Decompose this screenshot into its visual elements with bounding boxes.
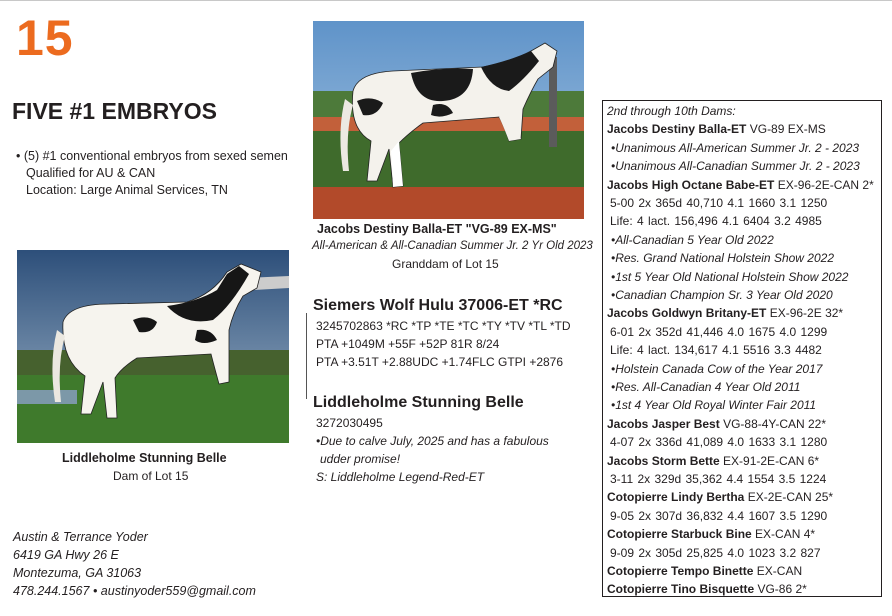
pedigree-dam-classification: EX-2E-CAN 25* [744, 490, 834, 505]
top-rule [0, 0, 892, 1]
pedigree-dam-name: Cotopierre Tempo Binette [607, 564, 754, 578]
pedigree-dam-line [607, 304, 843, 322]
sire-ids: 3245702863 *RC *TP *TE *TC *TY *TV *TL *TD [316, 319, 571, 333]
pedigree-dam-name: Cotopierre Lindy Bertha [607, 490, 745, 505]
pedigree-dam-classification: VG-88-4Y-CAN 22* [719, 416, 827, 431]
pedigree-dam-classification: EX-96-2E 32* [766, 306, 844, 321]
pedigree-heading: 2nd through 10th Dams: [607, 104, 736, 118]
pedigree-award: •Unanimous All-Canadian Summer Jr. 2 - 2023 [611, 159, 860, 174]
lot-details [16, 148, 306, 199]
pedigree-record: 9-05 2x 307d 36,832 4.4 1607 3.5 1290 [610, 508, 828, 523]
lot-detail-embryos: • (5) #1 conventional embryos from sexed semen [16, 149, 288, 163]
pedigree-award: •Res. All-Canadian 4 Year Old 2011 [611, 380, 801, 394]
granddam-award: All-American & All-Canadian Summer Jr. 2 Yr Old 2023 [312, 240, 593, 252]
pedigree-dam-name: Cotopierre Starbuck Bine [607, 527, 752, 542]
dam-registration: 3272030495 [316, 416, 383, 430]
granddam-photo [313, 21, 584, 219]
pedigree-dam-line [607, 452, 819, 470]
pedigree-dam-classification: EX-CAN 4* [751, 527, 816, 542]
pedigree-dam-name: Jacobs Destiny Balla-ET [607, 122, 747, 137]
dam-note-2: udder promise! [320, 452, 401, 466]
pedigree-dam-name: Jacobs Jasper Best [607, 416, 720, 431]
consignor-street: 6419 GA Hwy 26 E [13, 548, 119, 562]
pedigree-record: 4-07 2x 336d 41,089 4.0 1633 3.1 1280 [610, 435, 828, 450]
pedigree-dam-line [607, 120, 826, 138]
pedigree-dam-name: Cotopierre Tino Bisquette [607, 582, 755, 597]
pedigree-record: 3-11 2x 329d 35,362 4.4 1554 3.5 1224 [610, 472, 827, 486]
pedigree-dam-line [607, 176, 874, 194]
pedigree-record: 5-00 2x 365d 40,710 4.1 1660 3.1 1250 [610, 196, 828, 210]
dam-photo-relation: Dam of Lot 15 [113, 469, 189, 483]
pedigree-dam-name: Jacobs Goldwyn Britany-ET [607, 306, 767, 321]
pedigree-dam-line [607, 488, 833, 506]
pedigree-dam-line [607, 415, 826, 433]
pedigree-record: 6-01 2x 352d 41,446 4.0 1675 4.0 1299 [610, 324, 828, 339]
pedigree-award: •Res. Grand National Holstein Show 2022 [611, 251, 834, 266]
consignor-city: Montezuma, GA 31063 [13, 566, 142, 580]
consignor-name: Austin & Terrance Yoder [13, 530, 148, 544]
pedigree-record: Life: 4 lact. 134,617 4.1 5516 3.3 4482 [610, 343, 822, 358]
granddam-name: Jacobs Destiny Balla-ET "VG-89 EX-MS" [317, 222, 557, 236]
lot-detail-qualified: Qualified for AU & CAN [26, 166, 156, 180]
pedigree-award: •1st 5 Year Old National Holstein Show 2022 [611, 269, 849, 284]
sire-divider [306, 313, 307, 399]
pedigree-award: •1st 4 Year Old Royal Winter Fair 2011 [611, 398, 817, 413]
lot-detail-location: Location: Large Animal Services, TN [26, 183, 228, 197]
pedigree-record: Life: 4 lact. 156,496 4.1 6404 3.2 4985 [610, 214, 822, 229]
lot-headline: FIVE #1 EMBRYOS [12, 98, 217, 124]
sire-name: Siemers Wolf Hulu 37006-ET *RC [313, 297, 563, 314]
pedigree-dam-line [607, 562, 802, 580]
sire-pta-type: PTA +3.51T +2.88UDC +1.74FLC GTPI +2876 [316, 355, 564, 369]
pedigree-dam-classification: EX-91-2E-CAN 6* [719, 453, 820, 468]
pedigree-dam-classification: EX-96-2E-CAN 2* [774, 177, 874, 192]
pedigree-award: •Canadian Champion Sr. 3 Year Old 2020 [611, 288, 833, 302]
pedigree-record: 9-09 2x 305d 25,825 4.0 1023 3.2 827 [610, 545, 821, 560]
pedigree-dam-name: Jacobs High Octane Babe-ET [607, 177, 775, 192]
pedigree-box [602, 100, 882, 597]
pedigree-award: •All-Canadian 5 Year Old 2022 [611, 232, 774, 247]
pedigree-dam-name: Jacobs Storm Bette [607, 453, 720, 468]
lot-number: 15 [16, 10, 74, 66]
pedigree-dam-classification: VG-89 EX-MS [746, 122, 826, 137]
granddam-relation: Granddam of Lot 15 [392, 257, 499, 271]
dam-photo-name: Liddleholme Stunning Belle [62, 451, 227, 465]
pedigree-dam-classification: VG-86 2* [754, 582, 807, 597]
pedigree-award: •Unanimous All-American Summer Jr. 2 - 2023 [611, 140, 860, 155]
dam-note-1: •Due to calve July, 2025 and has a fabulous [316, 434, 549, 448]
sire-pta-production: PTA +1049M +55F +52P 81R 8/24 [316, 337, 500, 351]
consignor-phone-email: 478.244.1567 • austinyoder559@gmail.com [13, 584, 256, 598]
pedigree-dam-line [607, 525, 815, 543]
dam-photo [17, 250, 289, 443]
pedigree-award: •Holstein Canada Cow of the Year 2017 [611, 361, 823, 376]
pedigree-dam-line [607, 580, 807, 598]
dam-sire: S: Liddleholme Legend-Red-ET [316, 470, 485, 484]
dam-name: Liddleholme Stunning Belle [313, 394, 524, 411]
pedigree-dam-classification: EX-CAN [753, 564, 803, 578]
